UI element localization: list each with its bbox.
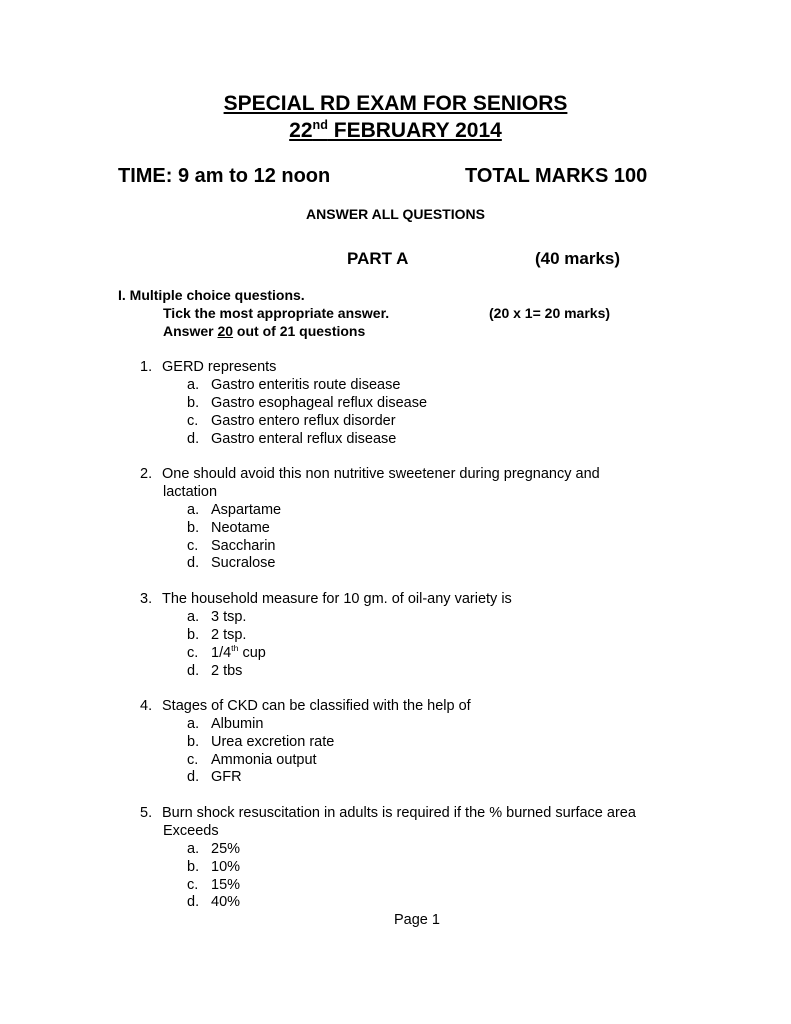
question-text-continued: Exceeds	[163, 823, 219, 839]
option[interactable]	[187, 715, 263, 733]
answer-count-post: out of 21 questions	[233, 323, 366, 339]
option-letter: b.	[187, 627, 200, 643]
option-letter: a.	[187, 841, 200, 857]
option-letter: c.	[187, 413, 199, 429]
option[interactable]	[187, 554, 275, 572]
option[interactable]	[187, 733, 334, 751]
option-letter: b.	[187, 859, 200, 875]
section-marks: (20 x 1= 20 marks)	[489, 305, 611, 321]
option-letter: a.	[187, 377, 200, 393]
exam-title: SPECIAL RD EXAM FOR SENIORS	[223, 92, 568, 115]
question-stem: One should avoid this non nutritive sweetener during pregnancy and	[162, 466, 600, 482]
option[interactable]	[187, 840, 240, 858]
section-instruction: Tick the most appropriate answer.	[163, 305, 390, 321]
option-text: Albumin	[211, 716, 264, 732]
option[interactable]	[187, 751, 317, 769]
instruction: ANSWER ALL QUESTIONS	[306, 206, 485, 222]
option-letter: a.	[187, 502, 200, 518]
question-text	[140, 358, 276, 376]
option-letter: b.	[187, 395, 200, 411]
option-text: 2 tbs	[211, 663, 243, 679]
exam-time: TIME: 9 am to 12 noon	[118, 165, 331, 187]
option-letter: a.	[187, 609, 200, 625]
option-letter: b.	[187, 520, 200, 536]
option-letter: c.	[187, 645, 199, 661]
option-text-after: cup	[238, 645, 266, 661]
option-letter: c.	[187, 877, 199, 893]
question-stem: GERD represents	[162, 359, 277, 375]
option[interactable]	[187, 626, 246, 644]
option[interactable]	[187, 376, 400, 394]
option-text: Gastro enteral reflux disease	[211, 431, 397, 447]
page-number: Page 1	[394, 912, 440, 928]
option[interactable]	[187, 662, 242, 680]
exam-date	[0, 119, 791, 143]
option-text: 15%	[211, 877, 241, 893]
question-number: 4.	[140, 698, 153, 714]
option-letter: b.	[187, 734, 200, 750]
option-text: 10%	[211, 859, 241, 875]
option-text: Gastro entero reflux disorder	[211, 413, 396, 429]
option[interactable]	[187, 430, 396, 448]
option-text: Saccharin	[211, 538, 276, 554]
option[interactable]	[187, 876, 240, 894]
option[interactable]	[187, 768, 242, 786]
option-letter: c.	[187, 538, 199, 554]
option-text: Gastro esophageal reflux disease	[211, 395, 428, 411]
answer-count-number: 20	[217, 323, 234, 339]
question-text	[140, 697, 471, 715]
question-stem: The household measure for 10 gm. of oil-any variety is	[162, 591, 512, 607]
option[interactable]	[187, 394, 427, 412]
exam-date-day: 22	[289, 119, 313, 142]
option-text: Gastro enteritis route disease	[211, 377, 401, 393]
option[interactable]	[187, 519, 270, 537]
option-text: Sucralose	[211, 555, 276, 571]
question-stem: Burn shock resuscitation in adults is required if the % burned surface area	[162, 805, 636, 821]
option-text: Urea excretion rate	[211, 734, 335, 750]
option[interactable]	[187, 644, 266, 662]
option-text: 1/4	[211, 645, 232, 661]
total-marks: TOTAL MARKS 100	[465, 165, 648, 187]
exam-date-suffix: nd	[312, 118, 328, 132]
option-text: 40%	[211, 894, 241, 910]
question-text-continued: lactation	[163, 484, 218, 500]
option-text: Ammonia output	[211, 752, 317, 768]
option[interactable]	[187, 858, 240, 876]
question-text	[140, 590, 512, 608]
question-text	[140, 804, 636, 822]
exam-date-rest: FEBRUARY 2014	[327, 119, 502, 142]
option-text: 25%	[211, 841, 241, 857]
option[interactable]	[187, 893, 240, 911]
part-marks: (40 marks)	[535, 249, 621, 268]
option[interactable]	[187, 608, 246, 626]
option[interactable]	[187, 412, 396, 430]
question-number: 2.	[140, 466, 153, 482]
option-text: Aspartame	[211, 502, 282, 518]
question-number: 5.	[140, 805, 153, 821]
option-letter: d.	[187, 894, 200, 910]
option-letter: d.	[187, 769, 200, 785]
option-letter: d.	[187, 555, 200, 571]
option-letter: d.	[187, 431, 200, 447]
option[interactable]	[187, 501, 281, 519]
option-text: 3 tsp.	[211, 609, 247, 625]
option-letter: c.	[187, 752, 199, 768]
section-heading: I. Multiple choice questions.	[118, 287, 305, 303]
option-text: 2 tsp.	[211, 627, 247, 643]
question-stem: Stages of CKD can be classified with the help of	[162, 698, 471, 714]
answer-count-pre: Answer	[163, 323, 218, 339]
question-number: 1.	[140, 359, 153, 375]
option-text-suffix: th	[231, 643, 239, 654]
option[interactable]	[187, 537, 275, 555]
option-letter: d.	[187, 663, 200, 679]
question-number: 3.	[140, 591, 153, 607]
part-label: PART A	[347, 249, 409, 268]
option-letter: a.	[187, 716, 200, 732]
option-text: Neotame	[211, 520, 270, 536]
section-answer-count	[163, 323, 365, 339]
question-text	[140, 465, 600, 483]
option-text: GFR	[211, 769, 242, 785]
